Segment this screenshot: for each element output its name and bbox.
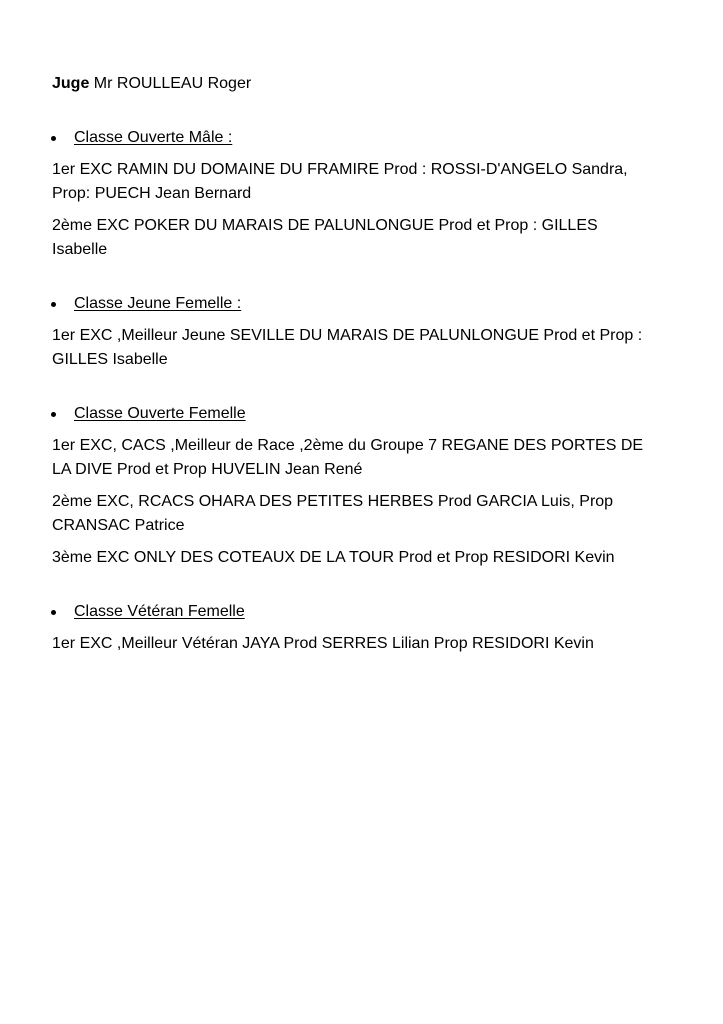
section-classe-jeune-femelle: [52, 292, 652, 372]
judge-name: Mr ROULLEAU Roger: [93, 75, 252, 92]
bullet-icon: [51, 610, 56, 615]
result-entry: 1er EXC ,Meilleur Jeune SEVILLE DU MARAIS DE PALUNLONGUE Prod et Prop : GILLES Isabelle: [52, 327, 643, 368]
results-content: [52, 72, 652, 656]
bullet-icon: [51, 412, 56, 417]
result-entry: 1er EXC, CACS ,Meilleur de Race ,2ème du Groupe 7 REGANE DES PORTES DE LA DIVE Prod et Prop HUVELIN Jean René: [52, 437, 644, 478]
result-entry: 1er EXC ,Meilleur Vétéran JAYA Prod SERRES Lilian Prop RESIDORI Kevin: [52, 635, 594, 652]
section-heading-text: Classe Vétéran Femelle: [74, 603, 245, 620]
section-heading-text: Classe Ouverte Femelle: [74, 405, 246, 422]
section-classe-ouverte-femelle: [52, 402, 652, 570]
section-heading-text: Classe Ouverte Mâle :: [74, 129, 233, 146]
result-entry: 2ème EXC, RCACS OHARA DES PETITES HERBES Prod GARCIA Luis, Prop CRANSAC Patrice: [52, 493, 614, 534]
result-entry: 1er EXC RAMIN DU DOMAINE DU FRAMIRE Prod : ROSSI-D'ANGELO Sandra, Prop: PUECH Jean Bernard: [52, 161, 628, 202]
section-heading: [52, 402, 652, 426]
result-entry: 2ème EXC POKER DU MARAIS DE PALUNLONGUE Prod et Prop : GILLES Isabelle: [52, 217, 598, 258]
section-classe-ouverte-male: [52, 126, 652, 262]
bullet-icon: [51, 136, 56, 141]
section-heading-text: Classe Jeune Femelle :: [74, 295, 242, 312]
section-classe-veteran-femelle: [52, 600, 652, 656]
judge-label: Juge: [52, 75, 90, 92]
bullet-icon: [51, 302, 56, 307]
result-entry: 3ème EXC ONLY DES COTEAUX DE LA TOUR Prod et Prop RESIDORI Kevin: [52, 549, 615, 566]
section-heading: [52, 126, 652, 150]
section-heading: [52, 600, 652, 624]
section-heading: [52, 292, 652, 316]
judge-line: [52, 72, 652, 96]
